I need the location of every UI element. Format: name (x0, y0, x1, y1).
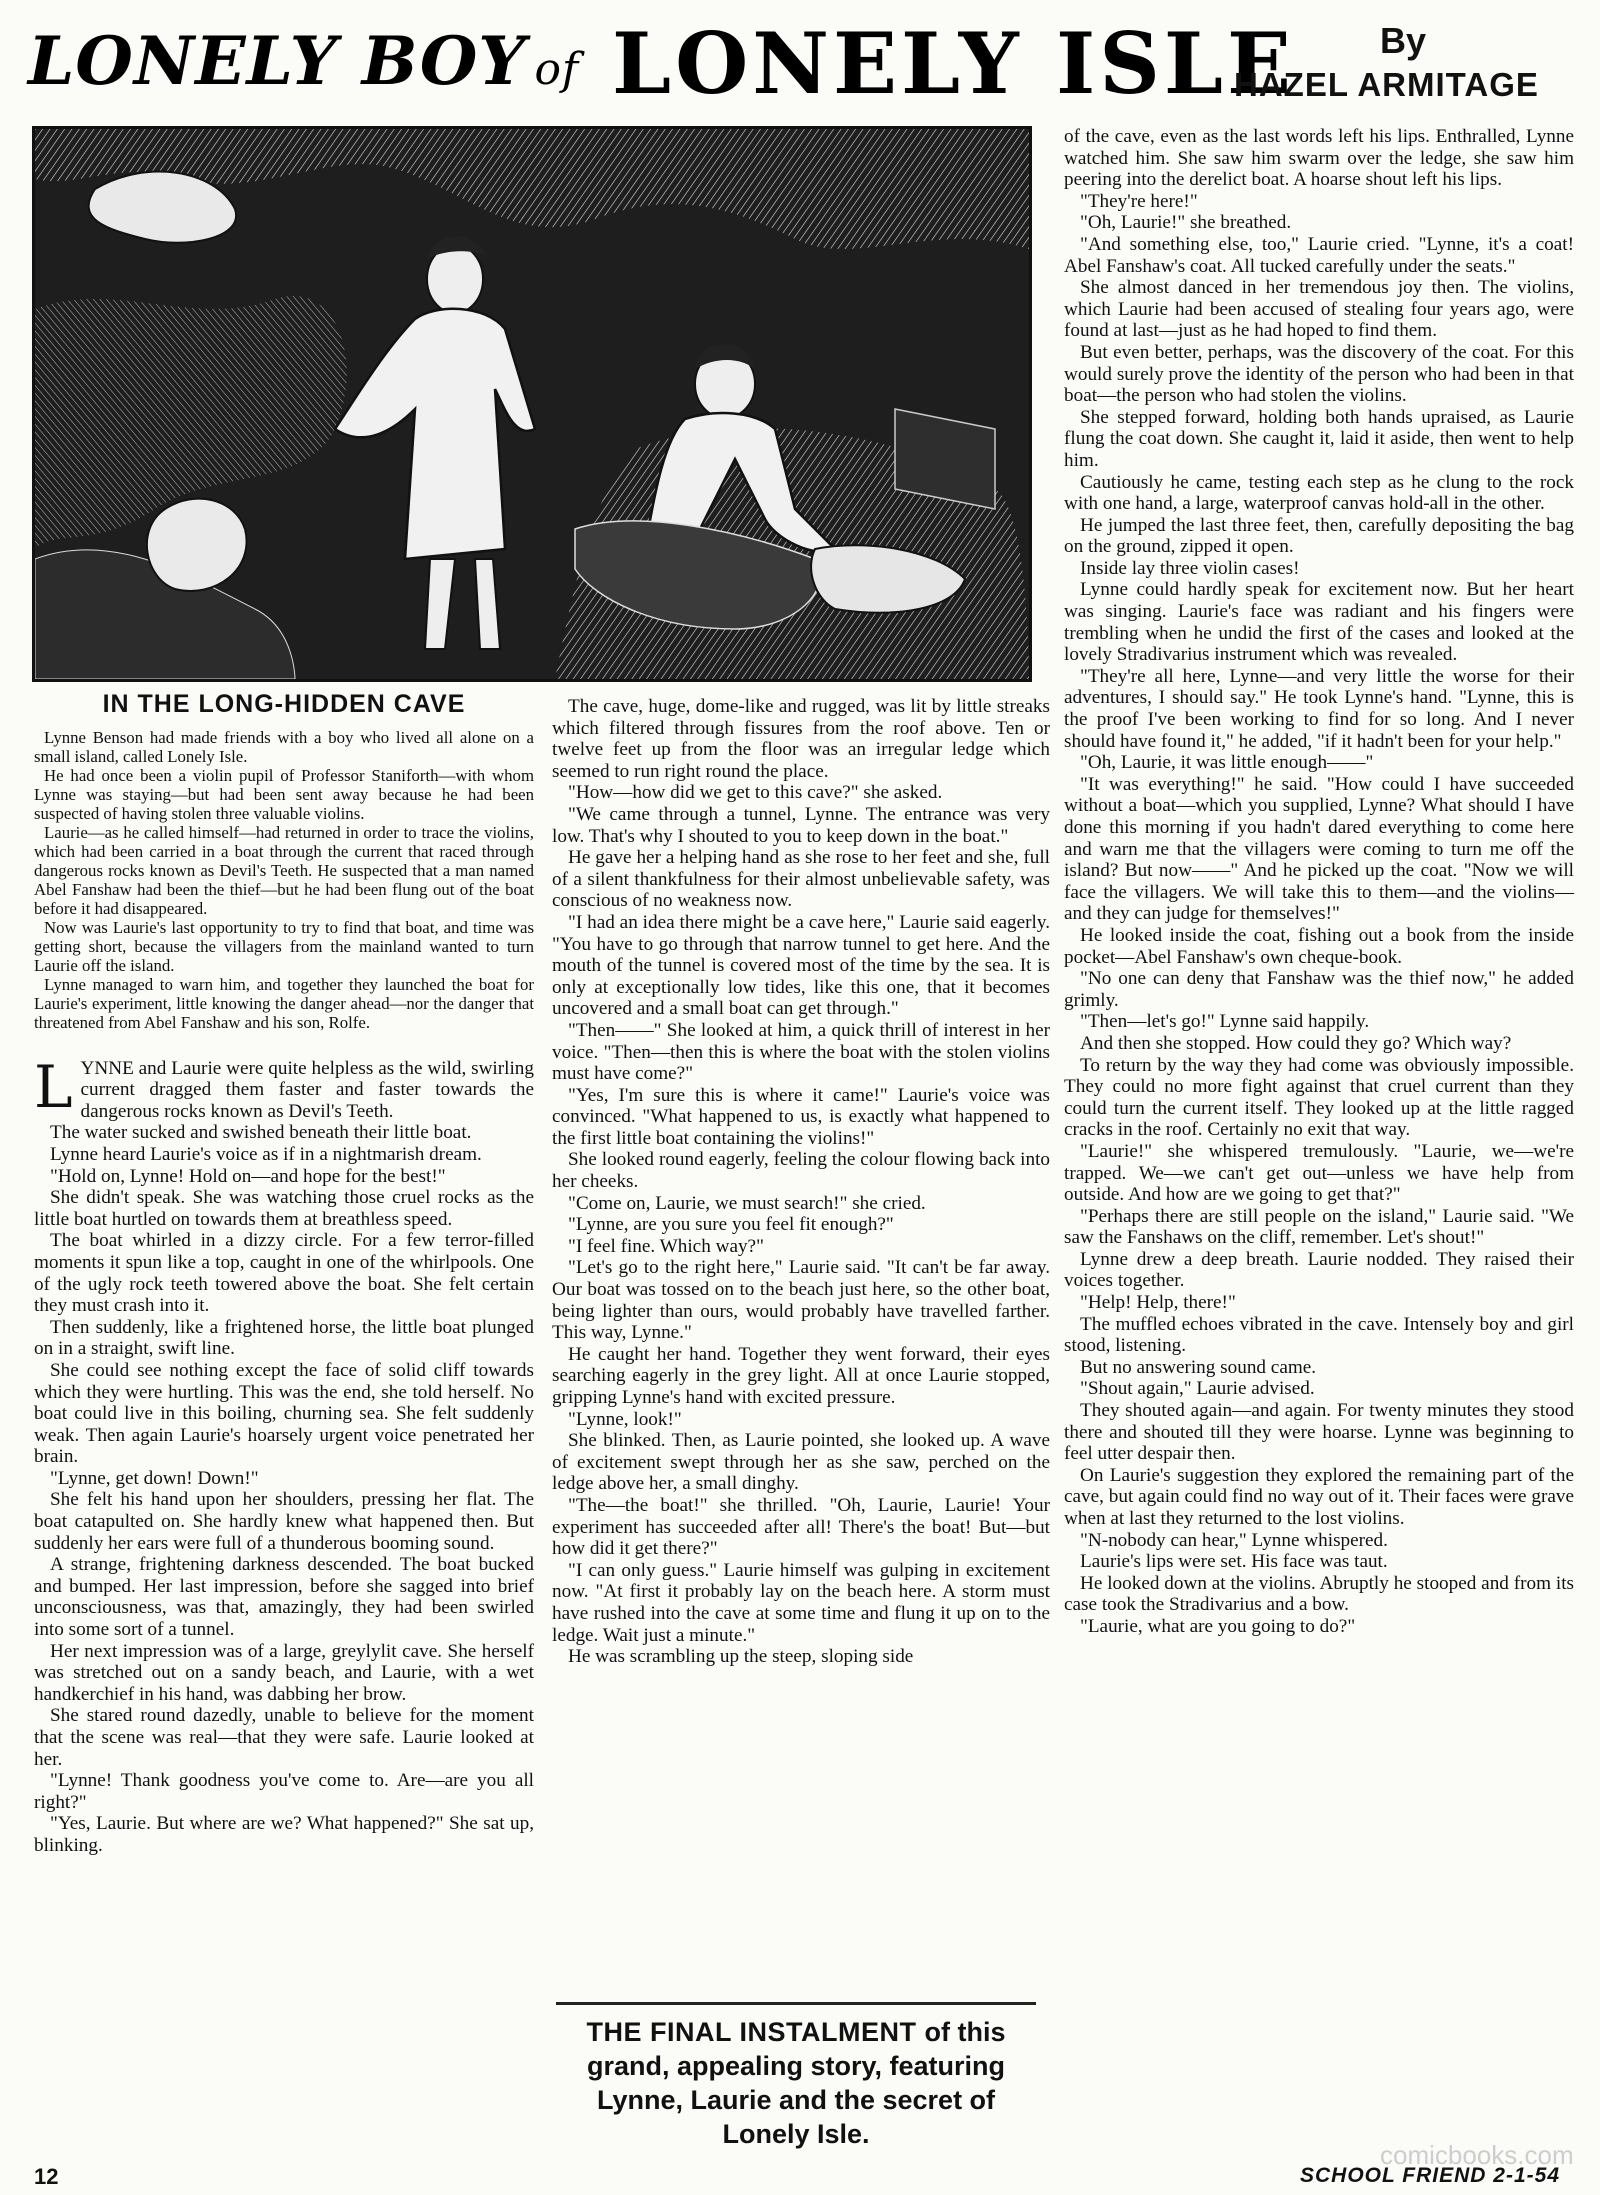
story-paragraph: She blinked. Then, as Laurie pointed, she looked up. A wave of excitement swept through her as she saw, perched on the ledge above her, a small dinghy. (552, 1430, 1050, 1495)
story-paragraph: "Lynne, are you sure you feel fit enough?" (568, 1214, 894, 1236)
story-paragraph: "Oh, Laurie!" she breathed. (1080, 212, 1292, 234)
story-paragraph: "And something else, too," Laurie cried. "Lynne, it's a coat! Abel Fanshaw's coat. All tucked carefully under the seats." (1064, 233, 1574, 277)
story-paragraph: Lynne could hardly speak for excitement now. But her heart was singing. Laurie's face was radiant and his fingers were trembling when he undid the first of the cases and looked at the lovely Stradivarius instrument which was revealed. (1064, 579, 1574, 666)
column-1 (34, 692, 534, 1857)
story-paragraph: She stared round dazedly, unable to believe for the moment that the scene was real—that they were safe. Laurie looked at her. (34, 1705, 534, 1770)
story-paragraph: The water sucked and swished beneath their little boat. (50, 1122, 472, 1144)
story-paragraph: Inside lay three violin cases! (1080, 557, 1300, 579)
story-paragraph: "Lynne, look!" (568, 1408, 682, 1430)
story-paragraph: "I had an idea there might be a cave here," Laurie said eagerly. "You have to go through that narrow tunnel to get here. And the mouth of the tunnel is covered most of the time by the sea. It is only at exceptionally low tides, like this one, that it becomes uncovered and a small boat can get through." (552, 911, 1050, 1020)
story-paragraph: "Hold on, Lynne! Hold on—and hope for the best!" (50, 1165, 446, 1187)
column-3 (1064, 126, 1574, 1638)
story-paragraph: On Laurie's suggestion they explored the remaining part of the cave, but again could find no way out of it. Their faces were grave when at last they returned to the lost violins. (1064, 1464, 1574, 1529)
story-paragraph: "We came through a tunnel, Lynne. The entrance was very low. That's why I shouted to you to keep down in the boat." (552, 803, 1050, 847)
next-instalment-text: of this grand, appealing story, featuring Lynne, Laurie and the secret of Lonely Isle. (586, 2017, 1006, 2149)
cave-scene-drawing (35, 129, 1029, 679)
story-paragraph: "Yes, Laurie. But where are we? What happened?" She sat up, blinking. (34, 1813, 534, 1856)
story-paragraph: "I feel fine. Which way?" (568, 1235, 764, 1257)
story-paragraph: "Yes, I'm sure this is where it came!" Laurie's voice was convinced. "What happened to us, is exactly what happened to the first little boat containing the violins!" (552, 1084, 1050, 1149)
story-paragraph: "Lynne, get down! Down!" (50, 1467, 259, 1489)
story-paragraph: But even better, perhaps, was the discovery of the coat. For this would surely prove the identity of the person who had been in that boat—the person who had stolen the violins. (1064, 341, 1574, 407)
story-paragraph: He looked down at the violins. Abruptly he stooped and from its case took the Stradivarius and a bow. (1064, 1572, 1574, 1616)
story-paragraph: Cautiously he came, testing each step as he clung to the rock with one hand, a large, waterproof canvas hold-all in the other. (1064, 471, 1574, 515)
story-paragraph: The cave, huge, dome-like and rugged, was lit by little streaks which filtered through fissures from the roof above. Ten or twelve feet up from the floor was an irregular ledge which seemed to run right round the place. (552, 696, 1050, 782)
synopsis (34, 728, 534, 1032)
story-paragraph: She looked round eagerly, feeling the colour flowing back into her cheeks. (552, 1149, 1050, 1193)
story-paragraph: "It was everything!" he said. "How could I have succeeded without a boat—which you supplied, Lynne? What should I have done this morning if you hadn't dared everything to come here and warn me that the villagers were coming to turn me off the island? But now——" And he picked up the coat. "Now we will face the villagers. We will take this to them—and the violins—and they can judge for themselves!" (1064, 773, 1574, 925)
column-2 (552, 696, 1050, 1668)
title-of: of (534, 44, 580, 95)
drop-cap: L (34, 1052, 73, 1121)
story-paragraph: She almost danced in her tremendous joy then. The violins, which Laurie had been accused of stealing four years ago, were found at last—just as he had hoped to find them. (1064, 277, 1574, 342)
next-instalment-box (556, 2002, 1036, 2150)
story-paragraph: She felt his hand upon her shoulders, pressing her flat. The boat catapulted on. She hardly knew what happened then. But suddenly her ears were full of a thunderous booming sound. (34, 1489, 534, 1554)
story-illustration (32, 126, 1032, 682)
story-paragraph: "No one can deny that Fanshaw was the thief now," he added grimly. (1064, 968, 1574, 1011)
story-paragraph: "Laurie, what are you going to do?" (1080, 1615, 1356, 1637)
synopsis-paragraph: Lynne Benson had made friends with a boy who lived all alone on a small island, called Lonely Isle. (34, 727, 534, 766)
synopsis-heading: IN THE LONG-HIDDEN CAVE (102, 690, 466, 718)
story-paragraph: "The—the boat!" she thrilled. "Oh, Laurie, Laurie! Your experiment has succeeded after all! There's the boat! But—but how did it get there?" (552, 1494, 1050, 1560)
story-paragraph: He jumped the last three feet, then, carefully depositing the bag on the ground, zipped it open. (1064, 514, 1574, 558)
author-name: HAZEL ARMITAGE (1234, 66, 1539, 103)
story-paragraph: The muffled echoes vibrated in the cave. Intensely boy and girl stood, listening. (1064, 1313, 1574, 1357)
synopsis-paragraph: He had once been a violin pupil of Professor Staniforth—with whom Lynne was staying—but had been sent away because he had been suspected of having stolen three valuable violins. (34, 765, 534, 823)
story-paragraph: "They're here!" (1080, 190, 1198, 212)
page-number: 12 (34, 2164, 59, 2189)
story-paragraph: "Then—let's go!" Lynne said happily. (1080, 1011, 1370, 1033)
story-paragraph: A strange, frightening darkness descended. The boat bucked and bumped. Her last impression, before she sagged into brief unconsciousness, was that, amazingly, they had been swirled into some sort of a tunnel. (34, 1554, 534, 1641)
story-paragraph: To return by the way they had come was obviously impossible. They could no more fight against that cruel current than they could turn the current itself. They looked up at the little ragged cracks in the roof. Certainly no exit that way. (1064, 1054, 1574, 1141)
story-paragraph: She didn't speak. She was watching those cruel rocks as the little boat hurtled on towards them at breathless speed. (34, 1187, 534, 1230)
story-paragraph: She stepped forward, holding both hands upraised, as Laurie flung the coat down. She caught it, laid it aside, then went to help him. (1064, 406, 1574, 471)
story-paragraph: "Help! Help, there!" (1080, 1292, 1236, 1314)
story-paragraph: Then suddenly, like a frightened horse, the little boat plunged on in a straight, swift line. (34, 1316, 534, 1360)
story-paragraph: "Let's go to the right here," Laurie said. "It can't be far away. Our boat was tossed on to the beach just here, so the other boat, being lighter than ours, would probably have travelled farther. This way, Lynne." (552, 1257, 1050, 1344)
story-paragraph: "I can only guess." Laurie himself was gulping in excitement now. "At first it probably lay on the beach here. A storm must have rushed into the cave at some time and flung it up on to the ledge. Wait just a minute." (552, 1559, 1050, 1646)
story-paragraph: "How—how did we get to this cave?" she asked. (568, 782, 943, 804)
story-paragraph: YNNE and Laurie were quite helpless as the wild, swirling current dragged them faster and faster towards the dangerous rocks known as Devil's Teeth. (80, 1057, 534, 1122)
story-paragraph: Her next impression was of a large, greylylit cave. She herself was stretched out on a sandy beach, and Laurie, with a wet handkerchief in his hand, was dabbing her brow. (34, 1640, 534, 1705)
synopsis-paragraph: Lynne managed to warn him, and together they launched the boat for Laurie's experiment, little knowing the danger ahead—nor the danger that threatened from Abel Fanshaw and his son, Rolfe. (34, 974, 534, 1032)
story-paragraph: But no answering sound came. (1080, 1356, 1317, 1378)
story-paragraph: "Lynne! Thank goodness you've come to. Are—are you all right?" (34, 1770, 534, 1813)
story-paragraph: Laurie's lips were set. His face was taut. (1080, 1551, 1388, 1573)
story-paragraph: He looked inside the coat, fishing out a book from the inside pocket—Abel Fanshaw's own cheque-book. (1064, 924, 1574, 968)
story-paragraph: "Perhaps there are still people on the island," Laurie said. "We saw the Fanshaws on the cliff, remember. Let's shout!" (1064, 1205, 1574, 1249)
story-paragraph: "Oh, Laurie, it was little enough——" (1080, 752, 1374, 774)
story-paragraph: "Then——" She looked at him, a quick thrill of interest in her voice. "Then—then this is where the boat with the stolen violins must have come?" (552, 1019, 1050, 1085)
byline-by: By (1380, 20, 1427, 61)
story-paragraph: He was scrambling up the steep, sloping side (568, 1646, 914, 1668)
story-paragraph: And then she stopped. How could they go? Which way? (1080, 1032, 1512, 1054)
story-paragraph: "Shout again," Laurie advised. (1080, 1378, 1315, 1400)
story-paragraph: "Laurie!" she whispered tremulously. "Laurie, we—we're trapped. We—we can't get out—unless we have help from outside. And how are we going to get that?" (1064, 1140, 1574, 1206)
story-paragraph: of the cave, even as the last words left his lips. Enthralled, Lynne watched him. She saw him swarm over the ledge, she saw him peering into the derelict boat. A hoarse shout left his lips. (1064, 126, 1574, 191)
story-paragraph: They shouted again—and again. For twenty minutes they stood there and shouted till they were hoarse. Lynne was beginning to feel utter despair then. (1064, 1400, 1574, 1465)
story-paragraph: "Come on, Laurie, we must search!" she cried. (568, 1192, 926, 1214)
story-paragraph: "N-nobody can hear," Lynne whispered. (1080, 1529, 1388, 1551)
synopsis-paragraph: Now was Laurie's last opportunity to try to find that boat, and time was getting short, because the villagers from the mainland wanted to turn Laurie off the island. (34, 917, 534, 975)
watermark: comicbooks.com (1380, 2140, 1574, 2170)
story-start (34, 1052, 534, 1123)
story-paragraph: "They're all here, Lynne—and very little the worse for their adventures, I should say." He took Lynne's hand. "Lynne, this is the proof I've been working to find for so long. And I never should have found it," he added, "if it hadn't been for your help." (1064, 665, 1574, 752)
story-paragraph: The boat whirled in a dizzy circle. For a few terror-filled moments it spun like a top, caught in one of the whirlpools. One of the ugly rock teeth towered above the boat. She felt certain they must crash into it. (34, 1230, 534, 1317)
story-paragraph: Lynne heard Laurie's voice as if in a nightmarish dream. (50, 1143, 482, 1165)
story-paragraph: He caught her hand. Together they went forward, their eyes searching eagerly in the grey light. All at once Laurie stopped, gripping Lynne's hand with excited pressure. (552, 1343, 1050, 1408)
issue-line: SCHOOL FRIEND 2-1-54 (1300, 2164, 1560, 2187)
story-paragraph: He gave her a helping hand as she rose to her feet and she, full of a silent thankfulness for their almost unbelievable safety, was conscious of no weakness now. (552, 847, 1050, 912)
synopsis-paragraph: Laurie—as he called himself—had returned in order to trace the violins, which had been carried in a boat through the current that raced through dangerous rocks known as Devil's Teeth. He suspected that a man named Abel Fanshaw had been the thief—but he had been flung out of the boat before it had disappeared. (34, 822, 534, 918)
story-paragraph: Lynne drew a deep breath. Laurie nodded. They raised their voices together. (1064, 1248, 1574, 1292)
title-script: LONELY BOY of (28, 22, 580, 100)
story-paragraph: She could see nothing except the face of solid cliff towards which they were hurtling. This was the end, she told herself. No boat could live in this boiling, churning sea. She felt suddenly weak. Then again Laurie's hoarsely urgent voice penetrated her brain. (34, 1359, 534, 1468)
title-main: LONELY ISLE (612, 14, 1295, 113)
next-instalment-lead: THE FINAL INSTALMENT (586, 2017, 925, 2047)
